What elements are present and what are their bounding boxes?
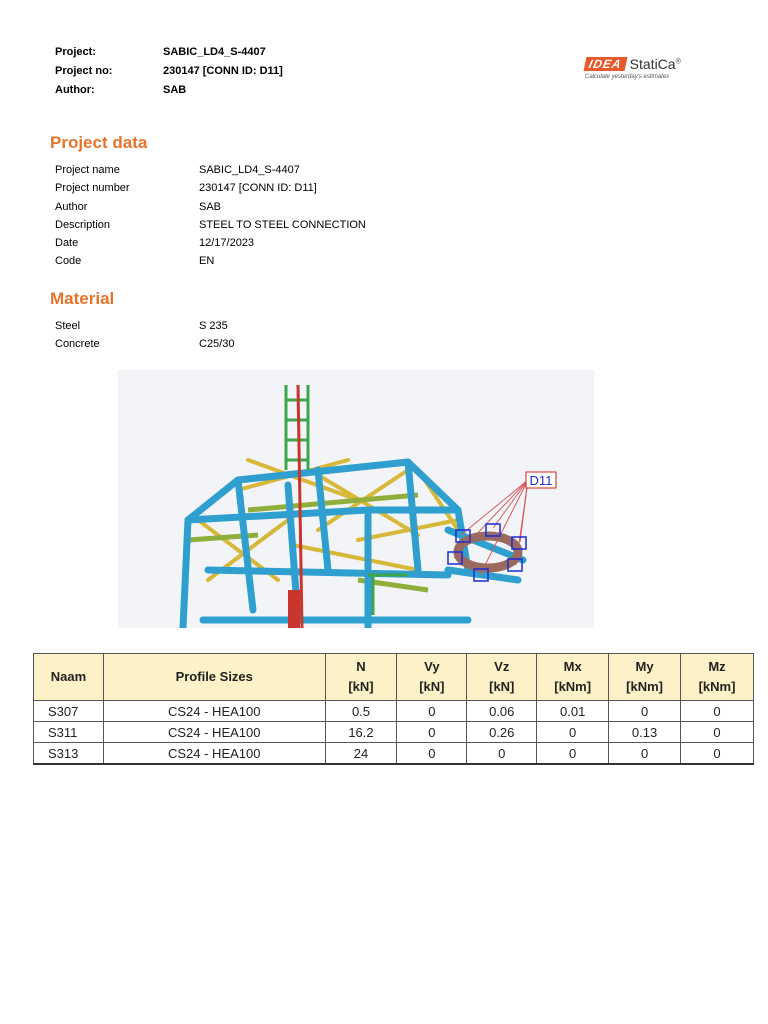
cell-vy: 0 — [397, 722, 467, 743]
cell-vz: 0 — [467, 743, 537, 765]
project-label: Project: — [55, 46, 96, 58]
project-no-value: 230147 [CONN ID: D11] — [163, 65, 283, 77]
col-vy: Vy [kN] — [397, 654, 467, 701]
load-table — [33, 653, 754, 765]
kv-value: 230147 [CONN ID: D11] — [199, 182, 317, 195]
kv-value: EN — [199, 255, 215, 268]
kv-value: STEEL TO STEEL CONNECTION — [199, 218, 366, 231]
cell-my: 0.13 — [609, 722, 681, 743]
logo-word: StatiCa® — [629, 56, 681, 72]
kv-key: Steel — [55, 320, 81, 332]
cell-my: 0 — [609, 743, 681, 765]
table-header-row — [34, 654, 754, 701]
idea-statica-logo — [585, 56, 715, 80]
kv-key: Code — [55, 255, 82, 268]
cell-vy: 0 — [397, 743, 467, 765]
cell-mz: 0 — [681, 701, 754, 722]
material-list — [55, 320, 234, 357]
logo-box-text: IDEA — [584, 57, 628, 71]
report-header — [55, 46, 283, 103]
red-column — [288, 590, 300, 628]
col-my: My [kNm] — [609, 654, 681, 701]
kv-key: Project name — [55, 164, 120, 176]
structure-3d-view — [118, 370, 594, 628]
cell-profile: CS24 - HEA100 — [103, 722, 325, 743]
cell-n: 24 — [325, 743, 397, 765]
cell-mx: 0 — [537, 743, 609, 765]
kv-value: 12/17/2023 — [199, 237, 255, 250]
cell-vz: 0.26 — [467, 722, 537, 743]
project-value: SABIC_LD4_S-4407 — [163, 46, 266, 58]
cell-vy: 0 — [397, 701, 467, 722]
table-row — [34, 701, 754, 722]
col-profile-sizes: Profile Sizes — [103, 654, 325, 701]
col-vz: Vz [kN] — [467, 654, 537, 701]
kv-key: Description — [55, 218, 111, 231]
table-row — [34, 743, 754, 765]
kv-value: S 235 — [199, 320, 228, 332]
cell-profile: CS24 - HEA100 — [103, 701, 325, 722]
logo-tagline: Calculate yesterday's estimates — [585, 74, 670, 80]
kv-value: SAB — [199, 200, 222, 213]
col-mx: Mx [kNm] — [537, 654, 609, 701]
col-mz: Mz [kNm] — [681, 654, 754, 701]
cell-mz: 0 — [681, 743, 754, 765]
kv-key: Project number — [55, 182, 130, 195]
table-row — [34, 722, 754, 743]
callout-label: D11 — [529, 473, 553, 488]
cell-n: 0.5 — [325, 701, 397, 722]
project-data-list — [55, 164, 366, 274]
col-naam: Naam — [34, 654, 104, 701]
material-heading: Material — [50, 289, 115, 308]
kv-key: Date — [55, 237, 79, 250]
steel-structure-drawing — [118, 370, 594, 628]
kv-key: Author — [55, 200, 88, 213]
cell-mz: 0 — [681, 722, 754, 743]
cell-naam: S313 — [34, 743, 104, 765]
cell-n: 16.2 — [325, 722, 397, 743]
author-label: Author: — [55, 84, 95, 96]
cell-mx: 0 — [537, 722, 609, 743]
kv-value: C25/30 — [199, 338, 235, 351]
kv-value: SABIC_LD4_S-4407 — [199, 164, 300, 176]
author-value: SAB — [163, 84, 187, 96]
cell-vz: 0.06 — [467, 701, 537, 722]
cell-mx: 0.01 — [537, 701, 609, 722]
project-no-label: Project no: — [55, 65, 113, 77]
cell-naam: S311 — [34, 722, 104, 743]
kv-key: Concrete — [55, 338, 100, 351]
cell-naam: S307 — [34, 701, 104, 722]
cell-my: 0 — [609, 701, 681, 722]
col-n: N [kN] — [325, 654, 397, 701]
project-data-heading: Project data — [50, 133, 148, 152]
cell-profile: CS24 - HEA100 — [103, 743, 325, 765]
